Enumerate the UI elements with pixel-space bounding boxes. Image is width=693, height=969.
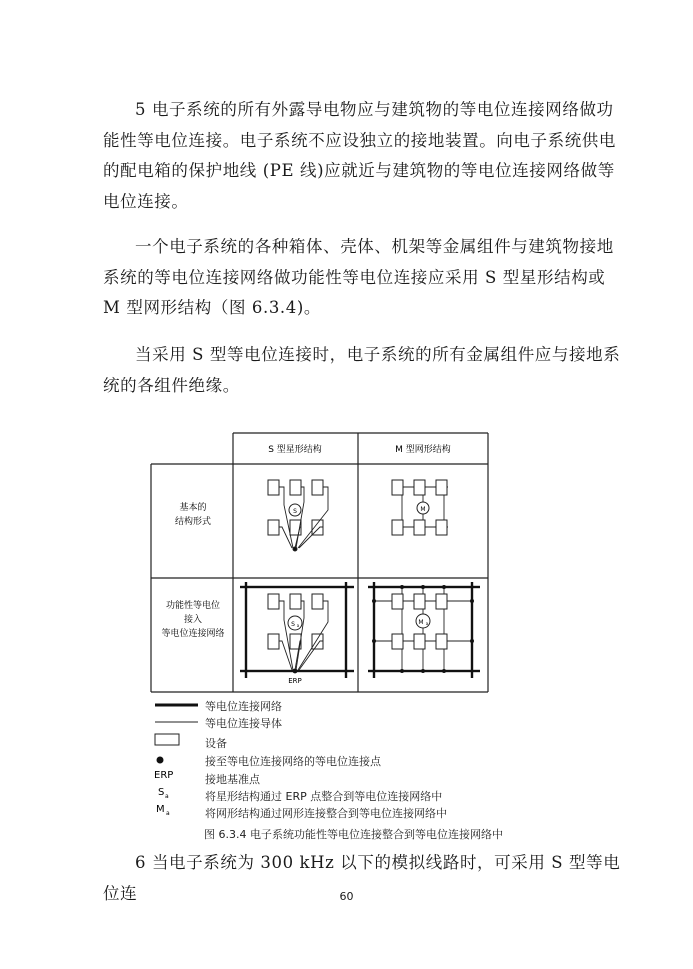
legend-text-network: 等电位连接网络: [205, 700, 282, 713]
legend-box-symbol: [155, 734, 179, 745]
paragraph-3: 当采用 S 型等电位连接时，电子系统的所有金属组件应与接地系统的各组件绝缘。: [103, 345, 621, 395]
m-integrated-center-sub: a: [425, 621, 429, 626]
s-integrated-center-label: S: [291, 621, 295, 628]
legend-text-equipment: 设备: [205, 737, 227, 750]
row2-label-line3: 等电位连接网络: [161, 629, 225, 639]
page-number: 60: [339, 890, 354, 903]
m-basic-center-label: M: [420, 506, 426, 513]
legend-text-s-integration: 将星形结构通过 ERP 点整合到等电位连接网络中: [205, 790, 443, 803]
erp-label: ERP: [288, 677, 302, 685]
bonding-structure-figure: [148, 430, 493, 695]
paragraph-2: 一个电子系统的各种箱体、壳体、机架等金属组件与建筑物接地系统的等电位连接网络做功能性等电位连接应采用 S 型星形结构或 M 型网形结构（图 6.3.4)。: [103, 237, 614, 317]
col-header-m: M 型网形结构: [395, 445, 451, 455]
row2-label-line1: 功能性等电位: [165, 601, 221, 611]
row1-label-line1: 基本的: [179, 503, 207, 513]
m-integrated-center-label: M: [418, 619, 424, 626]
s-basic-center-label: S: [293, 508, 297, 515]
s-integrated-diagram: [240, 582, 354, 678]
paragraph-4: 6 当电子系统为 300 kHz 以下的模拟线路时，可采用 S 型等电位连: [103, 853, 621, 903]
legend-symbols: [150, 700, 210, 818]
s-integrated-center-sub: a: [296, 623, 300, 628]
legend-text-erp: 接地基准点: [205, 773, 260, 786]
figure-caption: 图 6.3.4 电子系统功能性等电位连接整合到等电位连接网络中: [204, 828, 503, 841]
legend-text-m-integration: 将网形结构通过网形连接整合到等电位连接网络中: [205, 807, 447, 820]
legend-s-symbol: S: [158, 787, 165, 798]
row2-label-line2: 接入: [183, 615, 203, 625]
row1-label-line2: 结构形式: [174, 517, 212, 527]
col-header-s: S 型星形结构: [268, 445, 322, 455]
legend-text-bond-point: 接至等电位连接网络的等电位连接点: [205, 755, 381, 768]
paragraph-1: 5 电子系统的所有外露导电物应与建筑物的等电位连接网络做功能性等电位连接。电子系统不应设独立的接地装置。向电子系统供电的配电箱的保护地线 (PE 线)应就近与建筑物的等电位连接网络做等电位连接。: [103, 100, 616, 211]
legend-m-symbol: M: [156, 804, 165, 815]
legend-dot-symbol: [157, 757, 164, 764]
legend-m-sub: a: [166, 810, 170, 817]
legend-s-sub: a: [165, 793, 169, 800]
m-integrated-diagram: [368, 582, 480, 678]
legend-erp-symbol: ERP: [154, 770, 174, 781]
s-basic-diagram: [268, 480, 328, 551]
legend-text-conductor: 等电位连接导体: [205, 717, 282, 730]
